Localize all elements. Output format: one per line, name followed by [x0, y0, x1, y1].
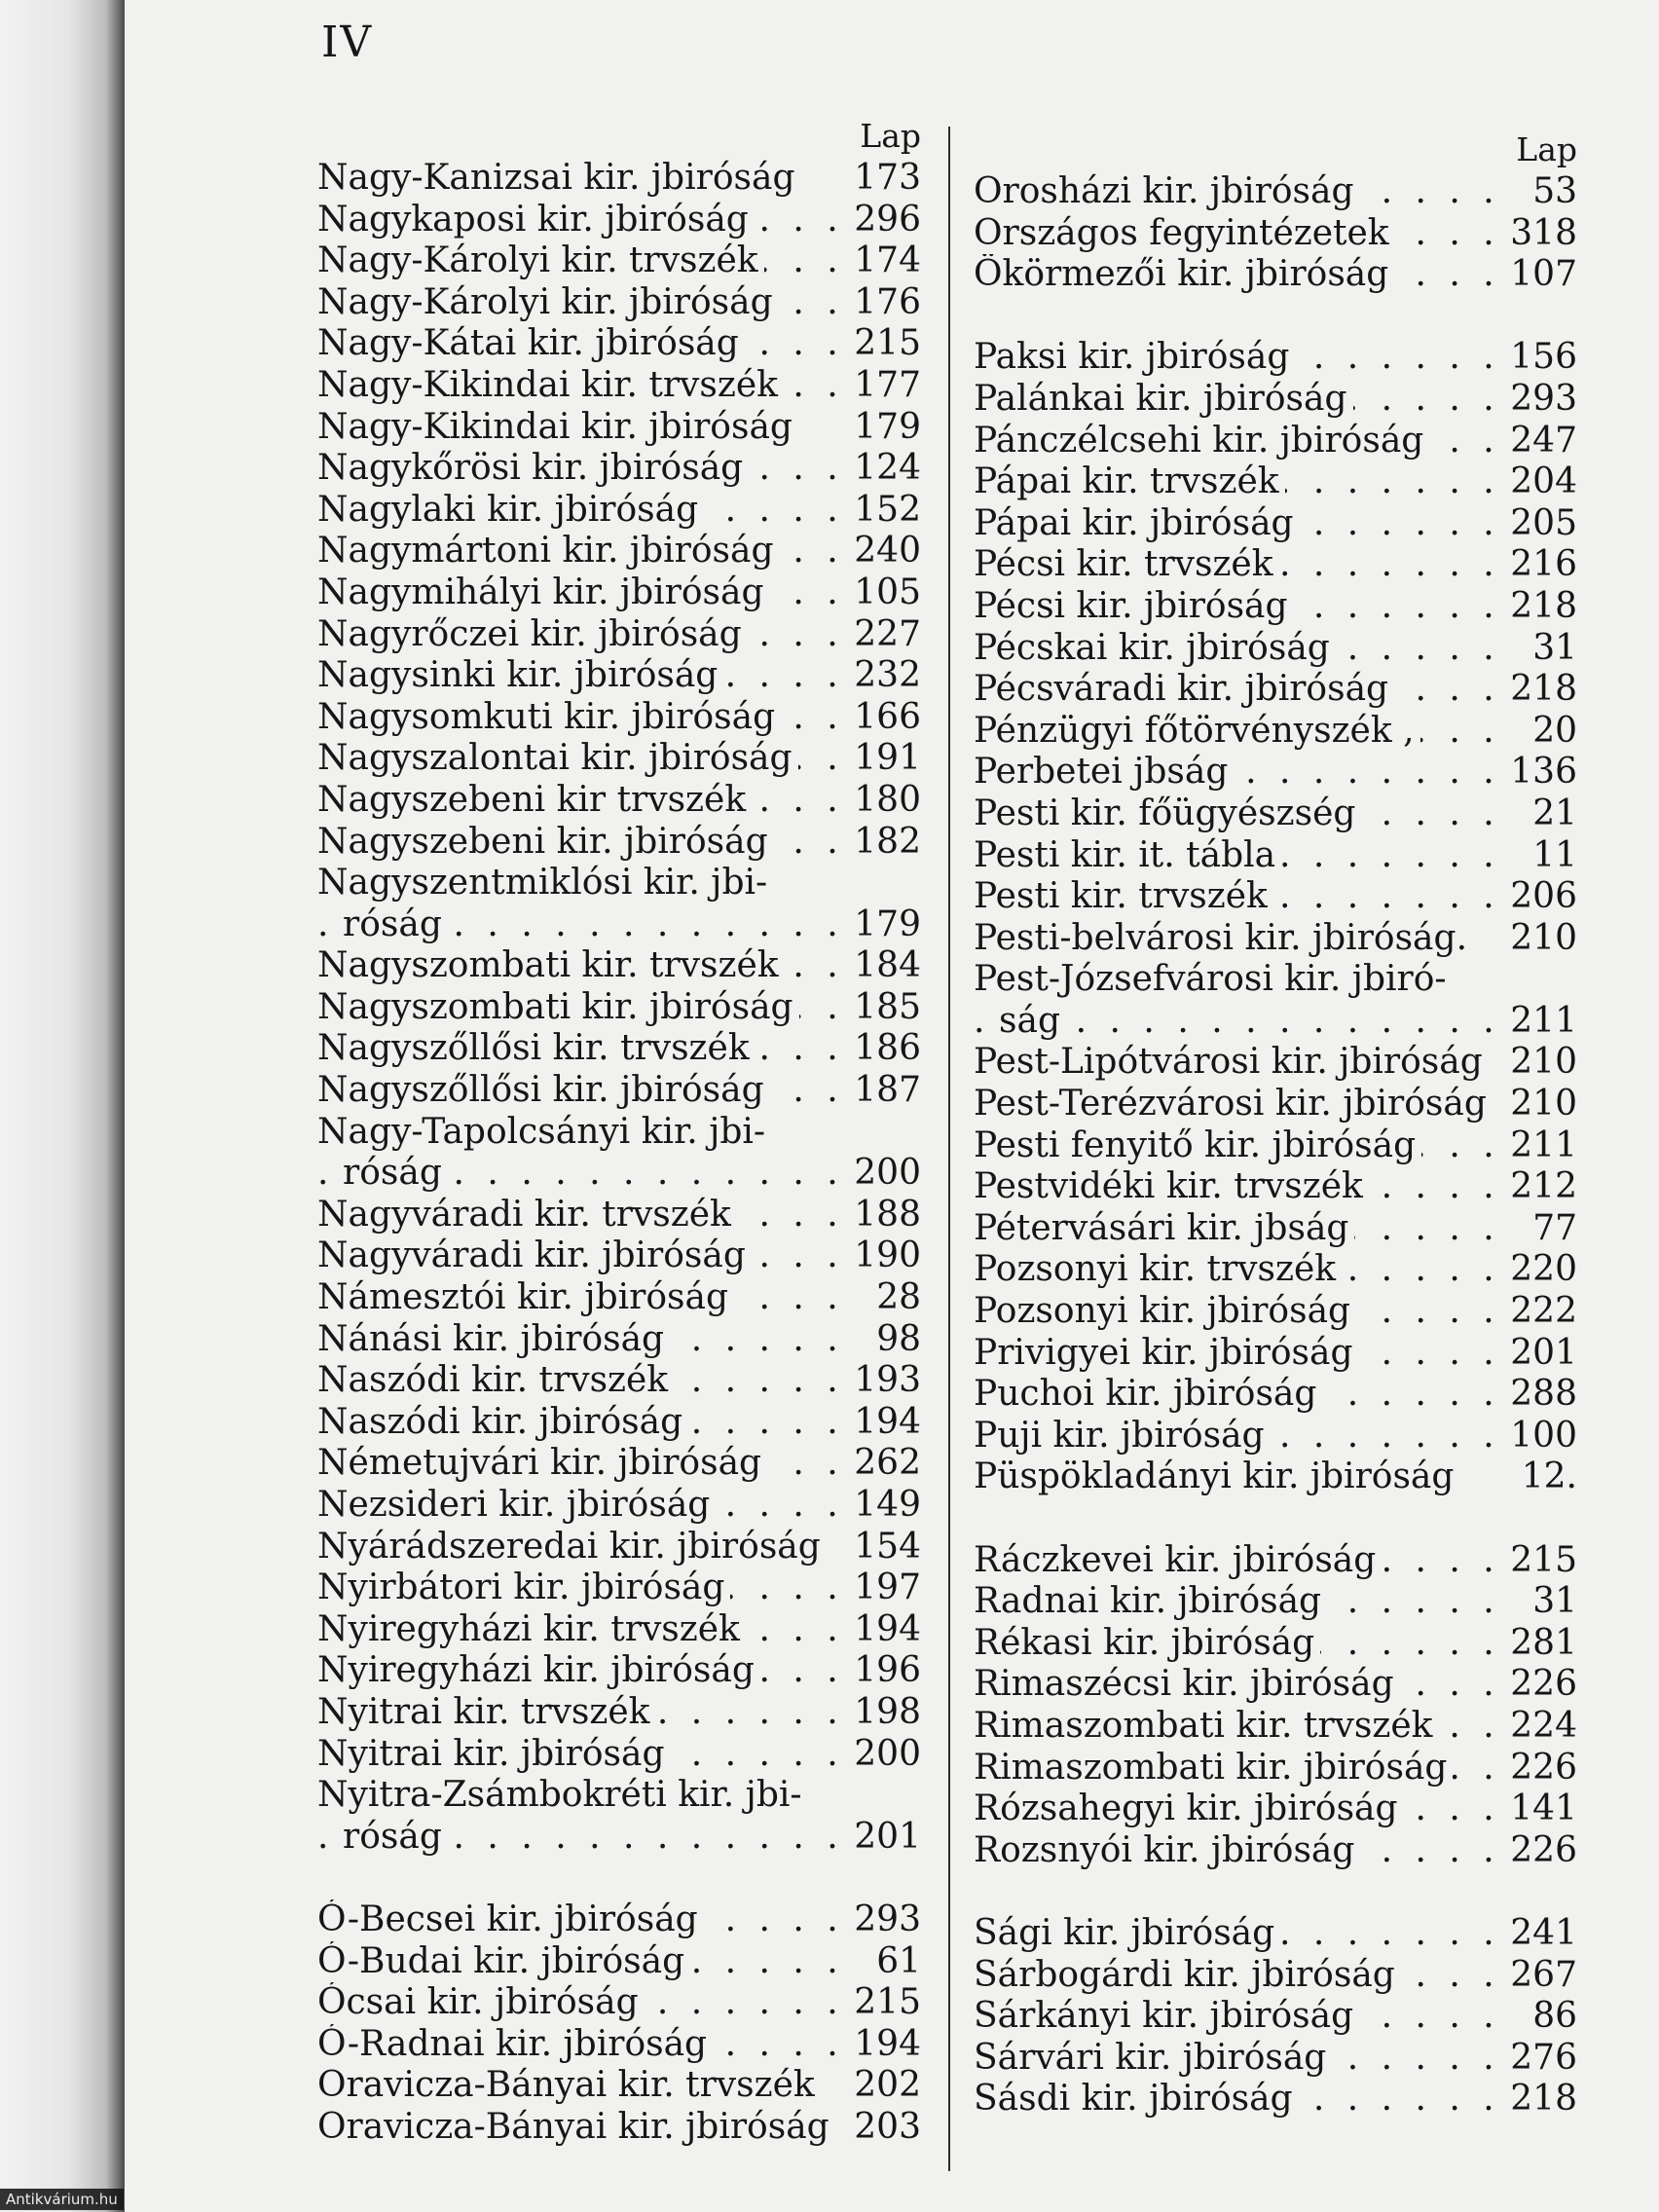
- entry-page-number: 212: [1499, 1166, 1577, 1208]
- index-entry: [317, 1941, 921, 1983]
- entry-page-number: 216: [1499, 544, 1577, 586]
- entry-title: Paksi kir. jbiróság: [974, 337, 1295, 377]
- index-entry: [317, 614, 921, 656]
- entry-title: Sárvári kir. jbiróság: [974, 2038, 1332, 2078]
- entry-title: róság: [343, 904, 448, 944]
- entry-page-number: 105: [843, 572, 921, 614]
- index-entry: [974, 171, 1577, 213]
- entry-title: Nagyszombati kir. trvszék: [317, 945, 785, 985]
- entry-title: Németujvári kir. jbiróság: [317, 1443, 767, 1483]
- entry-title: Palánkai kir. jbiróság: [974, 379, 1353, 419]
- entry-page-number: 194: [843, 1402, 921, 1444]
- entry-page-number: 86: [1499, 1996, 1577, 2038]
- entry-page-number: 182: [843, 822, 921, 864]
- entry-title: Nyitra-Zsámbokréti kir. jbi-: [317, 1775, 808, 1815]
- entry-page-number: 179: [843, 407, 921, 449]
- entry-page-number: 194: [843, 1609, 921, 1651]
- entry-page-number: 198: [843, 1692, 921, 1734]
- entry-title: Pesti kir. trvszék: [974, 876, 1273, 916]
- index-entry: [974, 1748, 1577, 1789]
- index-entry: [974, 1042, 1577, 1084]
- entry-title: Rozsnyói kir. jbiróság: [974, 1830, 1360, 1870]
- index-entry: [974, 1333, 1577, 1375]
- entry-title: Pápai kir. jbiróság: [974, 503, 1300, 543]
- entry-title: Privigyei kir. jbiróság: [974, 1333, 1359, 1373]
- entry-page-number: 188: [843, 1195, 921, 1236]
- index-entry: [317, 1443, 921, 1485]
- entry-page-number: 28: [843, 1277, 921, 1319]
- section-gap: [974, 1871, 1577, 1913]
- entry-title: Nagyszőllősi kir. trvszék: [317, 1028, 756, 1068]
- entry-page-number: 197: [843, 1567, 921, 1609]
- entry-page-number: 224: [1499, 1706, 1577, 1748]
- entry-title: Puchoi kir. jbiróság: [974, 1374, 1322, 1414]
- index-entry: [317, 1028, 921, 1070]
- index-entry: [974, 503, 1577, 545]
- entry-title: Nagyszombati kir. jbiróság: [317, 987, 799, 1027]
- entry-title: Országos fegyintézetek: [974, 213, 1395, 253]
- index-entry: [974, 1996, 1577, 2038]
- index-entry: [974, 628, 1577, 670]
- entry-page-number: 152: [843, 490, 921, 532]
- index-entry: [974, 1374, 1577, 1416]
- left-column-header: Lap: [860, 117, 921, 155]
- entry-page-number: 11: [1499, 835, 1577, 877]
- entry-title: Pesti kir. it. tábla: [974, 835, 1281, 875]
- entry-title: Oravicza-Bányai kir. jbiróság: [317, 2107, 835, 2147]
- entry-page-number: 141: [1499, 1788, 1577, 1830]
- entry-page-number: 176: [843, 282, 921, 324]
- index-entry: [317, 987, 921, 1029]
- entry-page-number: 191: [843, 738, 921, 780]
- index-entry: [974, 254, 1577, 296]
- index-entry: [974, 337, 1577, 379]
- entry-title: Námesztói kir. jbiróság: [317, 1277, 734, 1317]
- index-entry: [317, 1609, 921, 1651]
- entry-title: Pesti-belvárosi kir. jbiróság.: [974, 918, 1473, 958]
- index-entry: [317, 1982, 921, 2024]
- entry-page-number: 288: [1499, 1374, 1577, 1416]
- book-page-edge: [0, 0, 125, 2212]
- entry-page-number: 31: [1499, 628, 1577, 670]
- entry-page-number: 205: [1499, 503, 1577, 545]
- entry-title: Pénzügyi főtörvényszék ,: [974, 711, 1420, 751]
- entry-page-number: 293: [1499, 379, 1577, 421]
- entry-title: Pest-Terézvárosi kir. jbiróság: [974, 1084, 1493, 1124]
- index-entry: [317, 200, 921, 241]
- index-entry: [317, 1360, 921, 1402]
- entry-page-number: 180: [843, 780, 921, 822]
- column-divider: [948, 127, 950, 2171]
- entry-page-number: 296: [843, 200, 921, 241]
- index-entry: [317, 282, 921, 324]
- entry-title: Ó-Radnai kir. jbiróság: [317, 2024, 713, 2064]
- index-entry: [974, 379, 1577, 421]
- index-entry: [317, 1195, 921, 1236]
- entry-page-number: 177: [843, 365, 921, 407]
- entry-page-number: 124: [843, 448, 921, 490]
- entry-page-number: 201: [843, 1817, 921, 1859]
- entry-page-number: 184: [843, 945, 921, 987]
- index-entry: [974, 1955, 1577, 1997]
- entry-title: Nagy-Károlyi kir. trvszék: [317, 240, 764, 280]
- entry-page-number: 174: [843, 240, 921, 282]
- entry-title: Ó-Becsei kir. jbiróság: [317, 1899, 704, 1939]
- entry-page-number: 154: [843, 1527, 921, 1568]
- index-page: [125, 0, 1659, 2212]
- entry-title: Nagykőrösi kir. jbiróság: [317, 448, 749, 488]
- entry-page-number: 21: [1499, 793, 1577, 835]
- entry-title: Pécsváradi kir. jbiróság: [974, 669, 1394, 709]
- index-entry: [317, 1817, 921, 1859]
- index-entry: [317, 490, 921, 532]
- index-entry: [974, 1706, 1577, 1748]
- entry-title: Nyiregyházi kir. jbiróság: [317, 1650, 760, 1690]
- index-entry: [317, 240, 921, 282]
- entry-title: Nagy-Kanizsai kir. jbiróság: [317, 158, 800, 198]
- index-entry: [317, 407, 921, 449]
- index-entry: [317, 572, 921, 614]
- entry-title: Rimaszombati kir. jbiróság: [974, 1748, 1453, 1788]
- entry-page-number: 222: [1499, 1291, 1577, 1333]
- index-entry: [974, 421, 1577, 462]
- entry-page-number: 232: [843, 655, 921, 697]
- index-entry: [974, 918, 1577, 960]
- entry-title: Pozsonyi kir. jbiróság: [974, 1291, 1356, 1331]
- index-entry: [974, 1913, 1577, 1955]
- entry-page-number: 61: [843, 1941, 921, 1983]
- index-entry: [317, 1899, 921, 1941]
- entry-page-number: 53: [1499, 171, 1577, 213]
- index-entry: [317, 1153, 921, 1195]
- entry-title: Nagymártoni kir. jbiróság: [317, 531, 780, 571]
- entry-page-number: 185: [843, 987, 921, 1029]
- entry-page-number: 136: [1499, 752, 1577, 793]
- entry-title: Nyiregyházi kir. trvszék: [317, 1609, 746, 1649]
- index-entry: [974, 1664, 1577, 1706]
- index-entry: [974, 2038, 1577, 2080]
- entry-page-number: 206: [1499, 876, 1577, 918]
- index-entry: [317, 945, 921, 987]
- index-entry: [974, 461, 1577, 503]
- index-entry: [974, 1166, 1577, 1208]
- entry-page-number: 100: [1499, 1416, 1577, 1457]
- entry-page-number: 276: [1499, 2038, 1577, 2080]
- entry-page-number: 31: [1499, 1581, 1577, 1623]
- entry-page-number: 227: [843, 614, 921, 656]
- entry-page-number: 156: [1499, 337, 1577, 379]
- entry-title: Pánczélcsehi kir. jbiróság: [974, 421, 1429, 461]
- entry-title: Nagy-Kátai kir. jbiróság: [317, 323, 745, 363]
- entry-title: Nagysinki kir. jbiróság: [317, 655, 723, 695]
- index-entry: [974, 213, 1577, 255]
- entry-page-number: 215: [843, 1982, 921, 2024]
- entry-page-number: 201: [1499, 1333, 1577, 1375]
- entry-title: Ráczkevei kir. jbiróság: [974, 1540, 1382, 1580]
- entry-title: Oravicza-Bányai kir. trvszék: [317, 2065, 821, 2105]
- entry-title: Nagysomkuti kir. jbiróság: [317, 697, 781, 737]
- index-entry: [317, 365, 921, 407]
- right-column: [974, 129, 1577, 2120]
- index-entry: [317, 1485, 921, 1527]
- entry-page-number: 215: [1499, 1540, 1577, 1582]
- index-entry: [317, 1527, 921, 1568]
- entry-title: Ó-Budai kir. jbiróság: [317, 1941, 690, 1981]
- entry-page-number: 215: [843, 323, 921, 365]
- index-entry: [317, 863, 921, 904]
- index-entry: [974, 1084, 1577, 1125]
- entry-page-number: 107: [1499, 254, 1577, 296]
- index-entry: [317, 2024, 921, 2066]
- entry-title: Rimaszombati kir. trvszék: [974, 1706, 1438, 1746]
- entry-title: Sásdi kir. jbiróság: [974, 2079, 1299, 2119]
- entry-page-number: 203: [843, 2107, 921, 2149]
- index-entry: [317, 323, 921, 365]
- entry-page-number: 190: [843, 1235, 921, 1277]
- entry-title: Nagyrőczei kir. jbiróság: [317, 614, 748, 654]
- entry-title: Rózsahegyi kir. jbiróság: [974, 1788, 1404, 1828]
- entry-page-number: 218: [1499, 2079, 1577, 2120]
- entry-title: Nagymihályi kir. jbiróság: [317, 572, 770, 612]
- index-entry: [317, 655, 921, 697]
- entry-page-number: 226: [1499, 1664, 1577, 1706]
- entry-title: Pécsi kir. jbiróság: [974, 586, 1294, 626]
- index-entry: [974, 1125, 1577, 1167]
- entry-title: Nagy-Károlyi kir. jbiróság: [317, 282, 779, 322]
- index-entry: [317, 1112, 921, 1154]
- entry-title: Nagykaposi kir. jbiróság: [317, 200, 755, 240]
- index-entry: [317, 1402, 921, 1444]
- entry-title: Pest-Józsefvárosi kir. jbiró-: [974, 959, 1453, 999]
- watermark: Antikvárium.hu: [0, 2189, 124, 2210]
- entry-title: Nagyszebeni kir. jbiróság: [317, 822, 774, 862]
- entry-page-number: 218: [1499, 586, 1577, 628]
- entry-page-number: 226: [1499, 1748, 1577, 1789]
- index-entry: [974, 586, 1577, 628]
- entry-title: Orosházi kir. jbiróság: [974, 171, 1360, 211]
- index-entry: [974, 1291, 1577, 1333]
- index-entry: [317, 448, 921, 490]
- entry-title: róság: [343, 1153, 448, 1193]
- entry-page-number: 318: [1499, 213, 1577, 255]
- left-entry-list: [317, 158, 921, 2149]
- entry-page-number: 200: [843, 1153, 921, 1195]
- entry-title: Pozsonyi kir. trvszék: [974, 1249, 1342, 1289]
- index-entry: [974, 1623, 1577, 1665]
- index-entry: [974, 959, 1577, 1001]
- entry-title: Nyárádszeredai kir. jbiróság: [317, 1527, 827, 1567]
- index-entry: [317, 1650, 921, 1692]
- entry-title: Nagyszebeni kir trvszék: [317, 780, 752, 820]
- entry-page-number: 200: [843, 1734, 921, 1776]
- section-gap: [974, 1498, 1577, 1540]
- index-entry: [317, 158, 921, 200]
- index-entry: [974, 1001, 1577, 1043]
- entry-title: Nagyváradi kir. jbiróság: [317, 1235, 752, 1275]
- entry-page-number: 193: [843, 1360, 921, 1402]
- entry-title: Radnai kir. jbiróság: [974, 1581, 1327, 1621]
- entry-title: Nagy-Kikindai kir. trvszék: [317, 365, 784, 405]
- index-entry: [317, 1567, 921, 1609]
- entry-title: Nyitrai kir. trvszék: [317, 1692, 656, 1732]
- entry-page-number: 241: [1499, 1913, 1577, 1955]
- entry-title: Pestvidéki kir. trvszék: [974, 1166, 1369, 1206]
- entry-page-number: 173: [843, 158, 921, 200]
- index-entry: [974, 1249, 1577, 1291]
- entry-page-number: 220: [1499, 1249, 1577, 1291]
- entry-page-number: 77: [1499, 1208, 1577, 1250]
- entry-page-number: 210: [1499, 1042, 1577, 1084]
- entry-title: Pest-Lipótvárosi kir. jbiróság: [974, 1042, 1489, 1082]
- entry-title: Rékasi kir. jbiróság: [974, 1623, 1320, 1663]
- entry-page-number: 281: [1499, 1623, 1577, 1665]
- entry-title: Nagy-Tapolcsányi kir. jbi-: [317, 1112, 771, 1152]
- entry-title: Naszódi kir. jbiróság: [317, 1402, 688, 1442]
- entry-page-number: 267: [1499, 1955, 1577, 1997]
- index-entry: [974, 835, 1577, 877]
- entry-title: Pesti kir. főügyészség: [974, 793, 1361, 833]
- entry-page-number: 210: [1499, 1084, 1577, 1125]
- index-entry: [317, 2107, 921, 2149]
- entry-page-number: 186: [843, 1028, 921, 1070]
- index-entry: [974, 1416, 1577, 1457]
- entry-title: Pécskai kir. jbiróság: [974, 628, 1336, 668]
- index-entry: [974, 752, 1577, 793]
- entry-page-number: 211: [1499, 1125, 1577, 1167]
- section-gap: [317, 1858, 921, 1899]
- index-entry: [317, 904, 921, 946]
- index-entry: [974, 1830, 1577, 1872]
- index-entry: [317, 1319, 921, 1361]
- entry-page-number: 240: [843, 531, 921, 572]
- entry-title: Pápai kir. trvszék: [974, 461, 1285, 501]
- index-entry: [974, 1581, 1577, 1623]
- index-entry: [317, 1070, 921, 1112]
- entry-title: Nagyszalontai kir. jbiróság: [317, 738, 798, 778]
- entry-title: Nagyszőllősi kir. jbiróság: [317, 1070, 770, 1110]
- entry-title: Püspökladányi kir. jbiróság: [974, 1456, 1459, 1496]
- entry-page-number: 187: [843, 1070, 921, 1112]
- entry-title: Nagylaki kir. jbiróság: [317, 490, 704, 530]
- entry-page-number: 293: [843, 1899, 921, 1941]
- entry-title: Sági kir. jbiróság: [974, 1913, 1280, 1953]
- entry-page-number: 210: [1499, 918, 1577, 960]
- entry-page-number: 149: [843, 1485, 921, 1527]
- left-column: [317, 115, 921, 2149]
- right-entry-list: [974, 171, 1577, 2120]
- entry-title: Nagyszentmiklósi kir. jbi-: [317, 863, 773, 903]
- entry-title: Nyirbátori kir. jbiróság: [317, 1567, 730, 1607]
- entry-title: Nyitrai kir. jbiróság: [317, 1734, 671, 1774]
- index-entry: [317, 780, 921, 822]
- index-entry: [974, 1788, 1577, 1830]
- section-gap: [974, 296, 1577, 338]
- index-entry: [974, 544, 1577, 586]
- index-entry: [974, 669, 1577, 711]
- index-entry: [317, 1235, 921, 1277]
- entry-page-number: 218: [1499, 669, 1577, 711]
- entry-title: Nagyváradi kir. trvszék: [317, 1195, 737, 1235]
- index-entry: [317, 822, 921, 864]
- entry-page-number: 166: [843, 697, 921, 739]
- entry-page-number: 247: [1499, 421, 1577, 462]
- entry-title: Ökörmezői kir. jbiróság: [974, 254, 1394, 294]
- index-entry: [974, 1540, 1577, 1582]
- entry-title: Ócsai kir. jbiróság: [317, 1982, 645, 2022]
- index-entry: [317, 1775, 921, 1817]
- index-entry: [317, 1692, 921, 1734]
- index-entry: [317, 1277, 921, 1319]
- entry-title: ság: [999, 1001, 1066, 1041]
- entry-title: Sárbogárdi kir. jbiróság: [974, 1955, 1401, 1995]
- entry-title: Nezsideri kir. jbiróság: [317, 1485, 716, 1525]
- entry-page-number: 204: [1499, 461, 1577, 503]
- index-entry: [317, 697, 921, 739]
- index-entry: [317, 738, 921, 780]
- entry-title: Pesti fenyitő kir. jbiróság: [974, 1125, 1421, 1165]
- index-entry: [317, 1734, 921, 1776]
- entry-page-number: 196: [843, 1650, 921, 1692]
- entry-page-number: 226: [1499, 1830, 1577, 1872]
- entry-title: Sárkányi kir. jbiróság: [974, 1996, 1359, 2036]
- entry-title: Naszódi kir. trvszék: [317, 1360, 674, 1400]
- entry-page-number: 179: [843, 904, 921, 946]
- entry-page-number: 262: [843, 1443, 921, 1485]
- entry-title: Pécsi kir. trvszék: [974, 544, 1279, 584]
- entry-title: Nánási kir. jbiróság: [317, 1319, 670, 1359]
- entry-page-number: 202: [843, 2065, 921, 2107]
- index-entry: [974, 793, 1577, 835]
- index-entry: [974, 1208, 1577, 1250]
- index-entry: [317, 531, 921, 572]
- entry-page-number: 12.: [1499, 1456, 1577, 1498]
- page-number: IV: [321, 18, 374, 67]
- index-entry: [974, 876, 1577, 918]
- index-entry: [974, 711, 1577, 753]
- index-entry: [317, 2065, 921, 2107]
- entry-title: Pétervásári kir. jbság: [974, 1208, 1354, 1248]
- right-column-header: Lap: [1516, 130, 1577, 168]
- entry-title: Rimaszécsi kir. jbiróság: [974, 1664, 1400, 1704]
- entry-page-number: 98: [843, 1319, 921, 1361]
- entry-title: Perbetei jbság: [974, 752, 1234, 792]
- index-entry: [974, 1456, 1577, 1498]
- entry-page-number: 194: [843, 2024, 921, 2066]
- entry-page-number: 20: [1499, 711, 1577, 753]
- entry-title: róság: [343, 1817, 448, 1857]
- entry-title: Puji kir. jbiróság: [974, 1416, 1271, 1456]
- entry-page-number: 211: [1499, 1001, 1577, 1043]
- entry-title: Nagy-Kikindai kir. jbiróság: [317, 407, 798, 447]
- index-entry: [974, 2079, 1577, 2120]
